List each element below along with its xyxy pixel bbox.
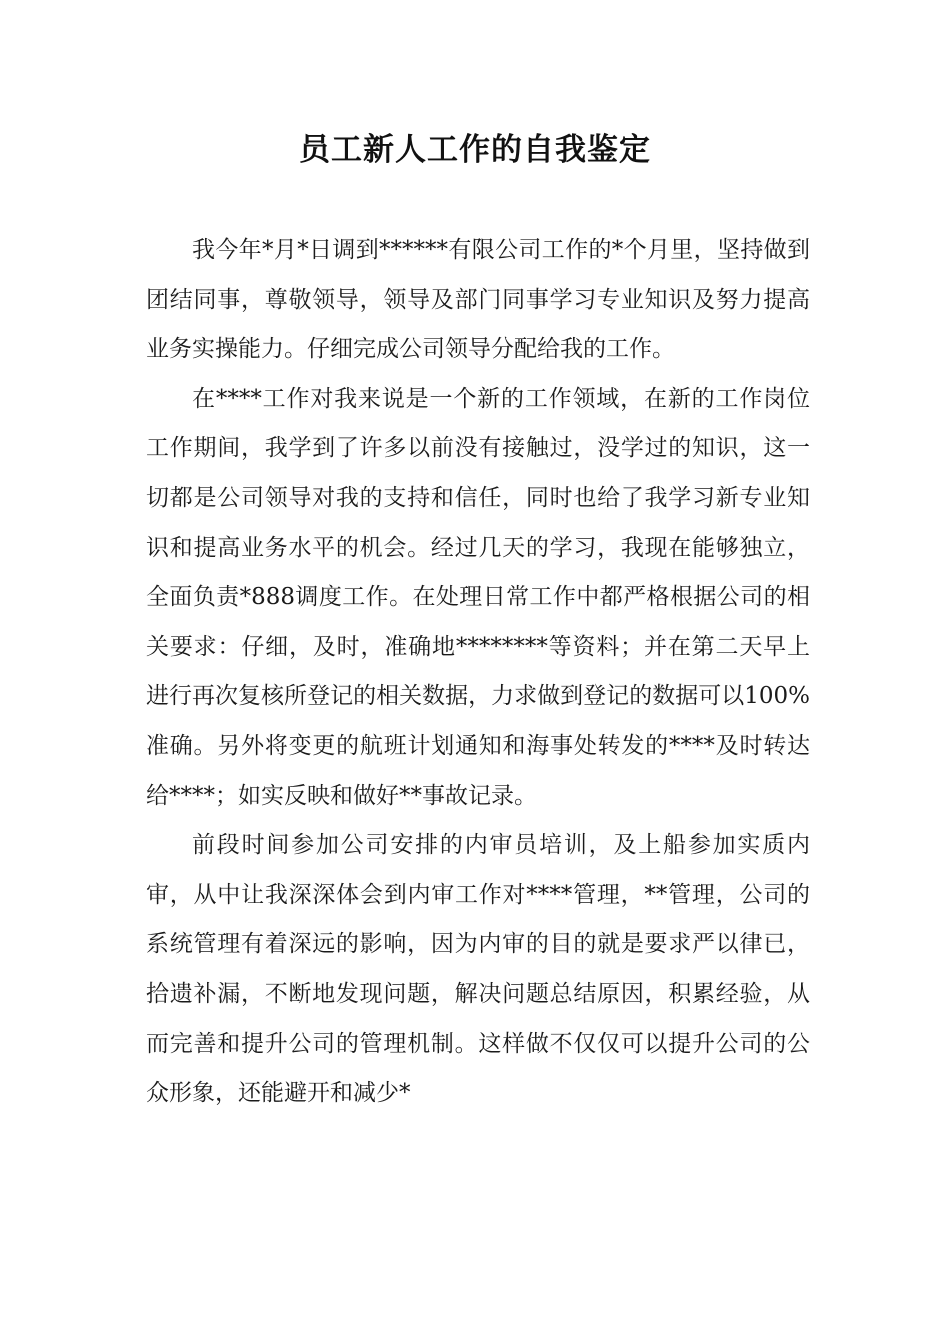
paragraph-1: 我今年*月*日调到******有限公司工作的*个月里，坚持做到团结同事，尊敬领导，领导及部门同事学习专业知识及努力提高业务实操能力。仔细完成公司领导分配给我的工作。	[146, 237, 810, 363]
paragraph-3: 前段时间参加公司安排的内审员培训，及上船参加实质内审，从中让我深深体会到内审工作对****管理，**管理，公司的系统管理有着深远的影响，因为内审的目的就是要求严以律已，拾遗补漏，不断地发现问题，解决问题总结原因，积累经验，从而完善和提升公司的管理机制。这样做不仅仅可以提升公司的公众形象，还能避开和减少*	[146, 832, 810, 1107]
document-body	[146, 226, 810, 1119]
document-title: 员工新人工作的自我鉴定	[299, 132, 651, 168]
paragraph-2: 在****工作对我来说是一个新的工作领域，在新的工作岗位工作期间，我学到了许多以前没有接触过，没学过的知识，这一切都是公司领导对我的支持和信任，同时也给了我学习新专业知识和提高业务水平的机会。经过几天的学习，我现在能够独立，全面负责*888调度工作。在处理日常工作中都严格根据公司的相关要求：仔细，及时，准确地********等资料；并在第二天早上进行再次复核所登记的相关数据，力求做到登记的数据可以100%准确。另外将变更的航班计划通知和海事处转发的****及时转达给****；如实反映和做好**事故记录。	[146, 385, 810, 809]
